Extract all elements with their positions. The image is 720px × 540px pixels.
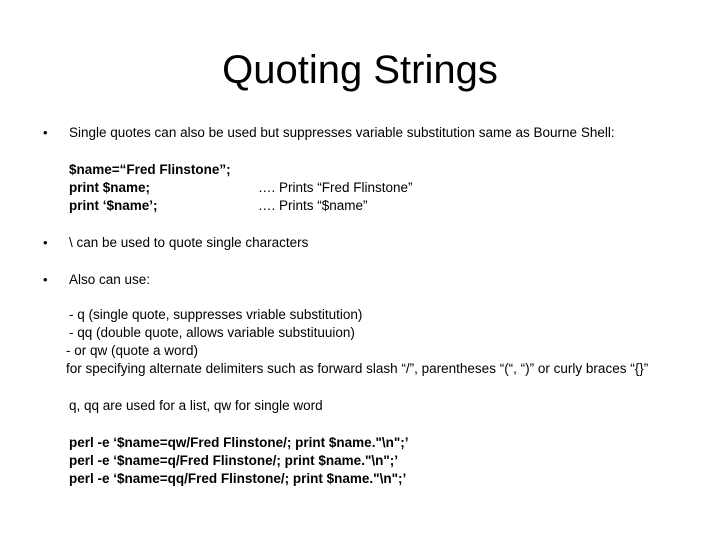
bullet-marker: • bbox=[43, 272, 48, 287]
perl-example-q: perl -e ‘$name=q/Fred Flinstone/; print $name."\n";’ bbox=[69, 453, 398, 468]
code-print-quoted-comment: …. Prints “$name” bbox=[258, 198, 368, 213]
bullet-text-backslash: \ can be used to quote single characters bbox=[69, 235, 309, 250]
code-print-quoted: print ‘$name’; bbox=[69, 198, 158, 213]
code-assignment: $name=“Fred Flinstone”; bbox=[69, 162, 231, 177]
option-q: - q (single quote, suppresses vriable substitution) bbox=[69, 307, 363, 322]
bullet-marker: • bbox=[43, 235, 48, 250]
perl-example-qw: perl -e ‘$name=qw/Fred Flinstone/; print $name."\n";’ bbox=[69, 435, 409, 450]
code-print-unquoted-comment: …. Prints “Fred Flinstone” bbox=[258, 180, 413, 195]
bullet-marker: • bbox=[43, 125, 48, 140]
bullet-text-single-quotes: Single quotes can also be used but suppresses variable substitution same as Bourne Shell: bbox=[69, 125, 615, 140]
code-print-unquoted: print $name; bbox=[69, 180, 151, 195]
bullet-text-also-can-use: Also can use: bbox=[69, 272, 151, 287]
delimiters-note: for specifying alternate delimiters such as forward slash “/”, parentheses “(“, “)” or curly braces “{}” bbox=[66, 361, 649, 376]
slide-title: Quoting Strings bbox=[222, 48, 498, 92]
option-qq: - qq (double quote, allows variable substituuion) bbox=[69, 325, 355, 340]
option-qw: - or qw (quote a word) bbox=[66, 343, 199, 358]
perl-example-qq: perl -e ‘$name=qq/Fred Flinstone/; print $name."\n";’ bbox=[69, 471, 407, 486]
usage-note: q, qq are used for a list, qw for single word bbox=[69, 398, 323, 413]
